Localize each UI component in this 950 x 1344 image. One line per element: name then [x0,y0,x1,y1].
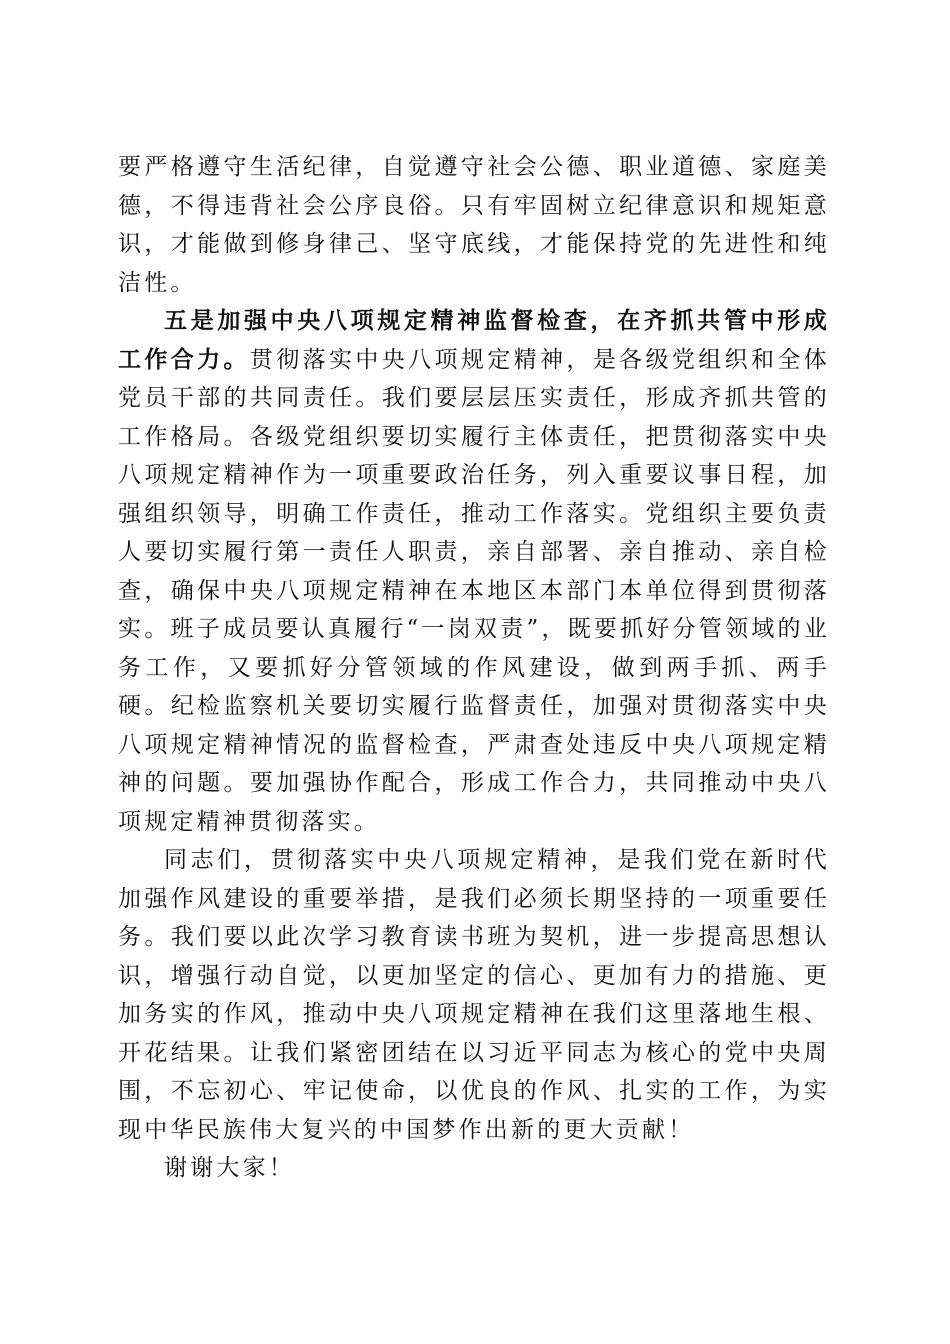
paragraph-text: 要严格遵守生活纪律，自觉遵守社会公德、职业道德、家庭美德，不得违背社会公序良俗。只有牢固树立纪律意识和规矩意识，才能做到修身律己、坚守底线，才能保持党的先进性和纯洁性。 [118,154,830,296]
paragraph-point-five [118,302,830,841]
document-page [118,148,830,1188]
paragraph-text: 同志们，贯彻落实中央八项规定精神，是我们党在新时代加强作风建设的重要举措，是我们必须长期坚持的一项重要任务。我们要以此次学习教育读书班为契机，进一步提高思想认识，增强行动自觉，以更加坚定的信心、更加有力的措施、更加务实的作风，推动中央八项规定精神在我们这里落地生根、开花结果。让我们紧密团结在以习近平同志为核心的党中央周围，不忘初心、牢记使命，以优良的作风、扎实的工作，为实现中华民族伟大复兴的中国梦作出新的更大贡献！ [118,847,830,1143]
paragraph-closing [118,841,830,1149]
paragraph-text: 贯彻落实中央八项规定精神，是各级党组织和全体党员干部的共同责任。我们要层层压实责任，形成齐抓共管的工作格局。各级党组织要切实履行主体责任，把贯彻落实中央八项规定精神作为一项重要政治任务，列入重要议事日程，加强组织领导，明确工作责任，推动工作落实。党组织主要负责人要切实履行第一责任人职责，亲自部署、亲自推动、亲自检查，确保中央八项规定精神在本地区本部门本单位得到贯彻落实。班子成员要认真履行“一岗双责”，既要抓好分管领域的业务工作，又要抓好分管领域的作风建设，做到两手抓、两手硬。纪检监察机关要切实履行监督责任，加强对贯彻落实中央八项规定精神情况的监督检查，严肃查处违反中央八项规定精神的问题。要加强协作配合，形成工作合力，共同推动中央八项规定精神贯彻落实。 [118,346,831,835]
paragraph-continuation [118,148,830,302]
paragraph-text: 谢谢大家！ [164,1155,295,1181]
paragraph-bold-lead: 五是加强中央八项规定精神监督检查，在齐抓共管中形成工作合力。 [118,307,830,373]
paragraph-thanks [118,1149,830,1188]
